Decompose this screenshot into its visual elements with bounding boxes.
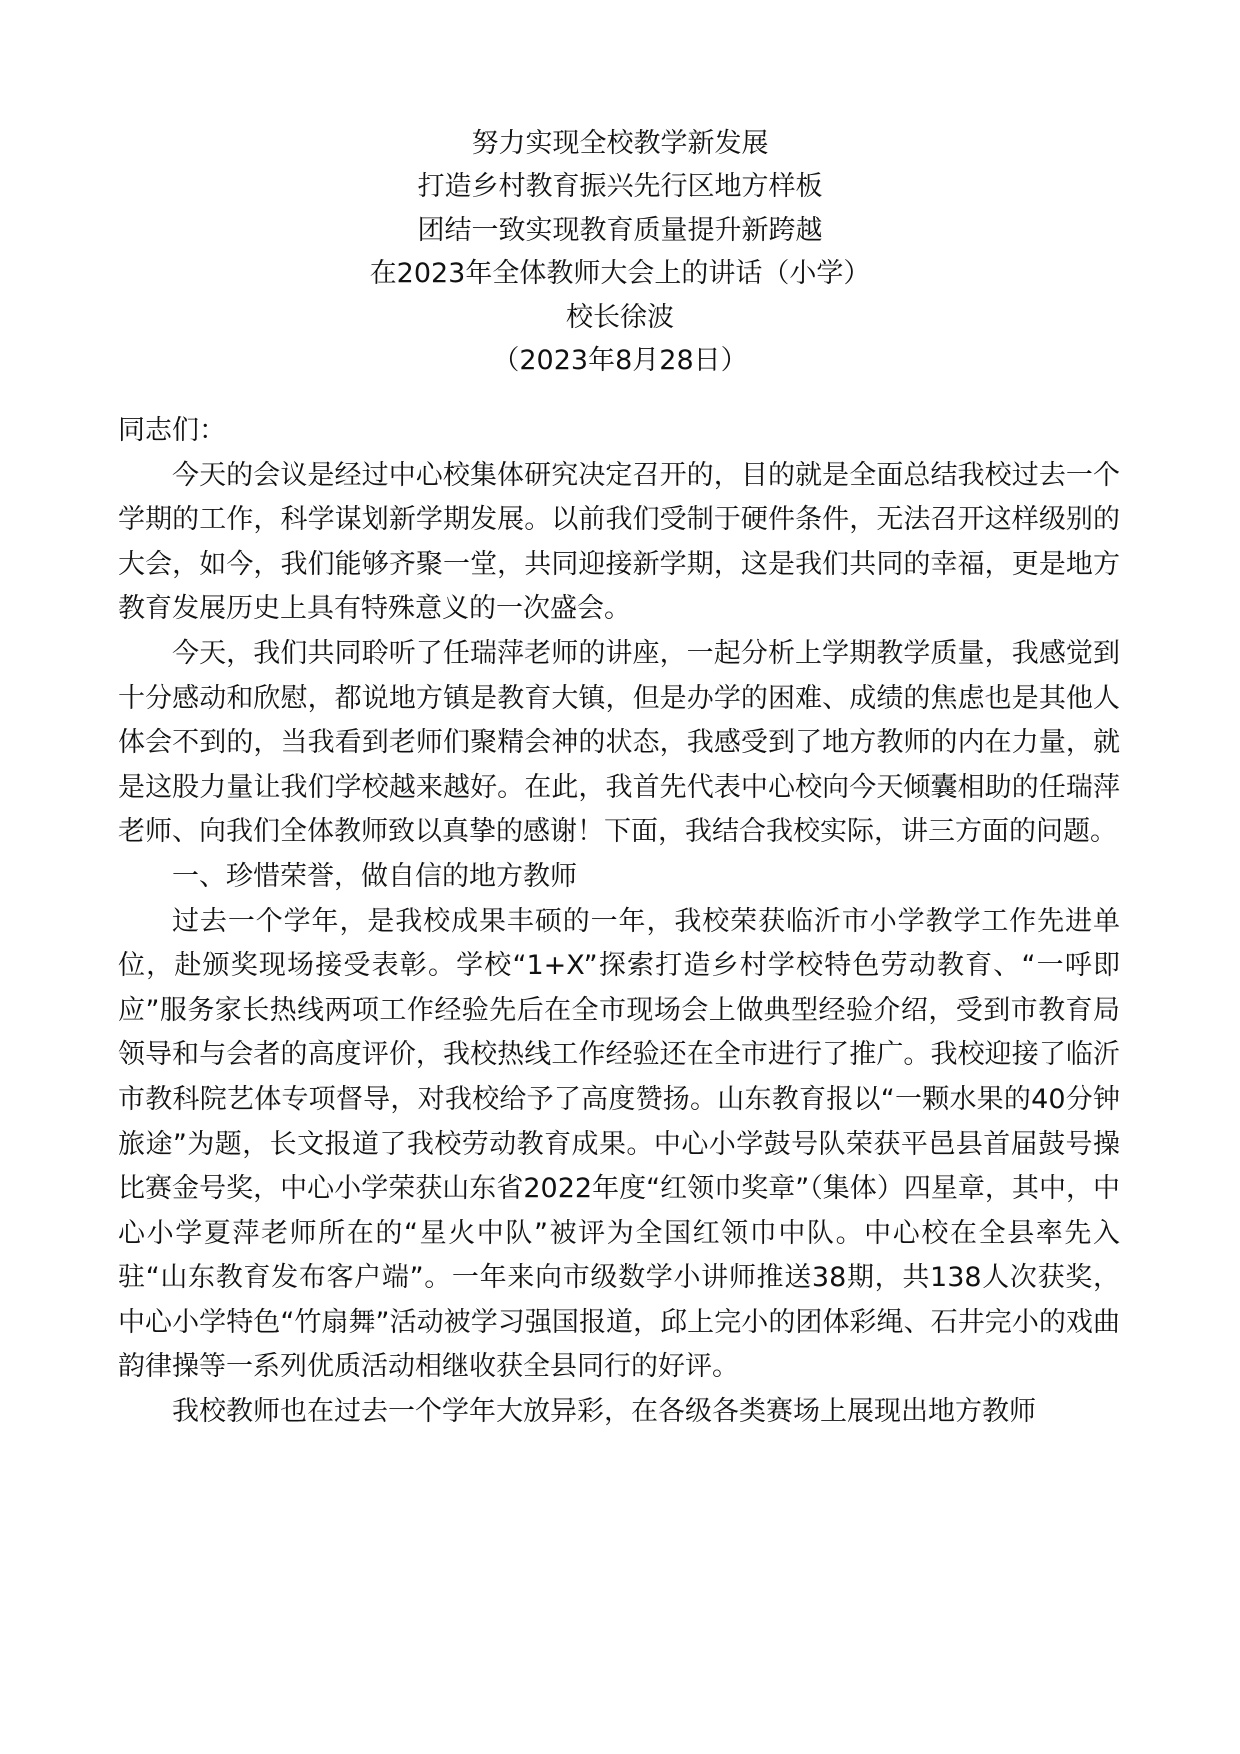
speaker-name: 校长徐波 <box>566 301 674 333</box>
paragraph-teachers: 我校教师也在过去一个学年大放异彩，在各级各类赛场上展现出地方教师 <box>172 1396 1036 1428</box>
paragraph-intro: 今天的会议是经过中心校集体研究决定召开的，目的就是全面总结我校过去一个学期的工作，科学谋划新学期发展。以前我们受制于硬件条件，无法召开这样级别的大会，如今，我们能够齐聚一堂，共同迎接新学期，这是我们共同的幸福，更是地方教育发展历史上具有特殊意义的一次盛会。 <box>118 459 1120 625</box>
main-title: 努力实现全校教学新发展 <box>471 128 769 159</box>
document-body <box>118 409 1120 1435</box>
speech-date: （2023年8月28日） <box>492 344 748 376</box>
salutation: 同志们： <box>118 415 226 446</box>
title-block <box>0 122 1240 382</box>
paragraph-thanks: 今天，我们共同聆听了任瑞萍老师的讲座，一起分析上学期教学质量，我感觉到十分感动和欣慰，都说地方镇是教育大镇，但是办学的困难、成绩的焦虑也是其他人体会不到的，当我看到老师们聚精会神的状态，我感受到了地方教师的内在力量，就是这股力量让我们学校越来越好。在此，我首先代表中心校向今天倾囊相助的任瑞萍老师、向我们全体教师致以真挚的感谢！下面，我结合我校实际，讲三方面的问题。 <box>118 637 1120 848</box>
paragraph-achievements: 过去一个学年，是我校成果丰硕的一年，我校荣获临沂市小学教学工作先进单位，赴颁奖现场接受表彰。学校“1+X”探索打造乡村学校特色劳动教育、“一呼即应”服务家长热线两项工作经验先后在全市现场会上做典型经验介绍，受到市教育局领导和与会者的高度评价，我校热线工作经验还在全市进行了推广。我校迎接了临沂市教科院艺体专项督导，对我校给予了高度赞扬。山东教育报以“一颗水果的40分钟旅途”为题，长文报道了我校劳动教育成果。中心小学鼓号队荣获平邑县首届鼓号操比赛金号奖，中心小学荣获山东省2022年度“红领巾奖章”（集体）四星章，其中，中心小学夏萍老师所在的“星火中队”被评为全国红领巾中队。中心校在全县率先入驻“山东教育发布客户端”。一年来向市级数学小讲师推送38期，共138人次获奖，中心小学特色“竹扇舞”活动被学习强国报道，邱上完小的团体彩绳、石井完小的戏曲韵律操等一系列优质活动相继收获全县同行的好评。 <box>118 905 1120 1383</box>
subtitle-line-1: 打造乡村教育振兴先行区地方样板 <box>417 171 823 203</box>
section-heading: 一、珍惜荣誉，做自信的地方教师 <box>172 860 577 892</box>
subtitle-line-2: 团结一致实现教育质量提升新跨越 <box>417 214 823 246</box>
speech-occasion: 在2023年全体教师大会上的讲话（小学） <box>369 258 871 290</box>
